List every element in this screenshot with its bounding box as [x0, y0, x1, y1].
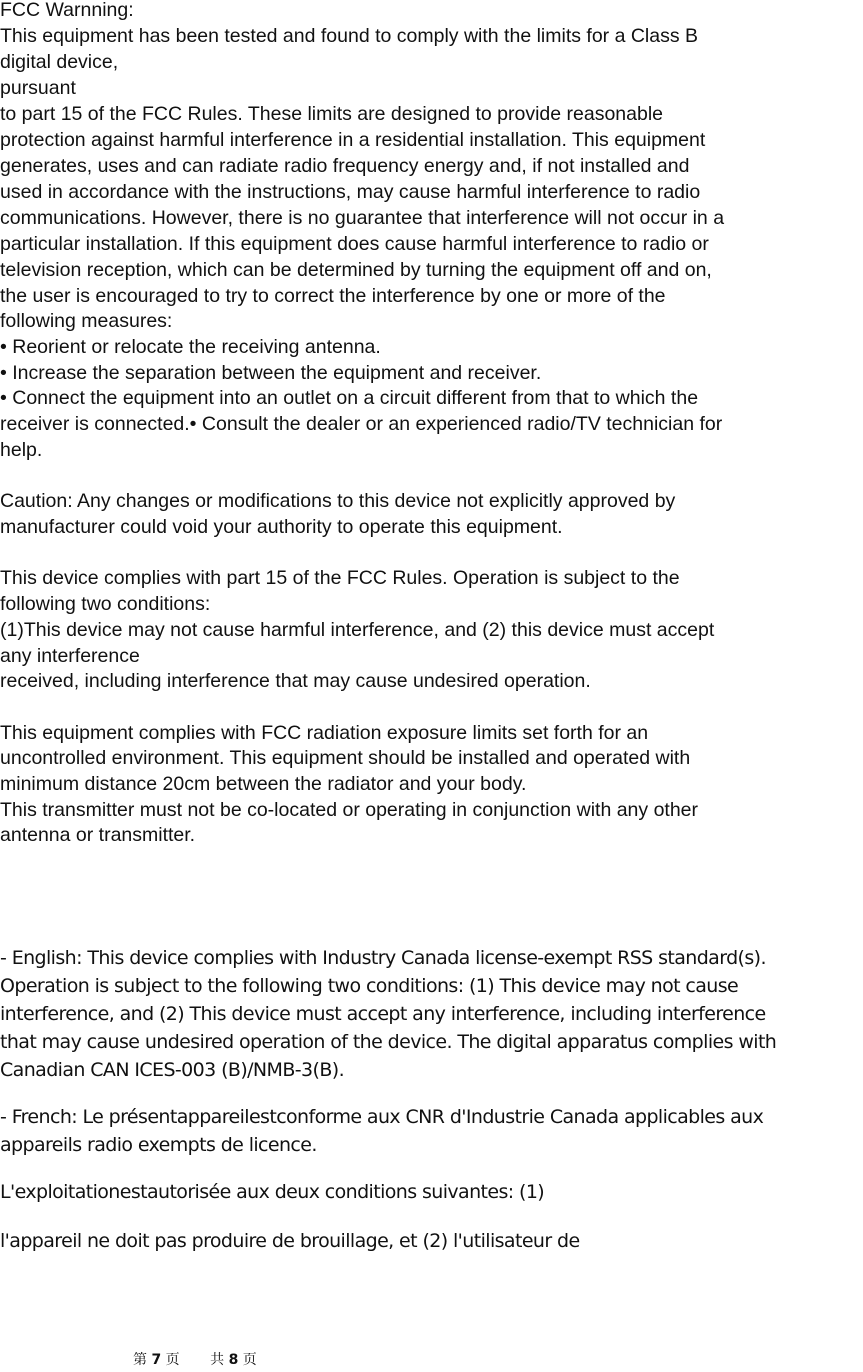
text-line: to part 15 of the FCC Rules. These limits are designed to provide reasonable	[0, 103, 663, 125]
text-line: particular installation. If this equipment does cause harmful interference to radio or	[0, 233, 709, 255]
text-line: appareils radio exempts de licence.	[0, 1134, 317, 1156]
text-line: antenna or transmitter.	[0, 824, 196, 846]
text-line: uncontrolled environment. This equipment should be installed and operated with	[0, 747, 691, 769]
text-line: television reception, which can be determined by turning the equipment off and on,	[0, 259, 712, 281]
text-line: following two conditions:	[0, 593, 211, 615]
text-line: This equipment has been tested and found to comply with the limits for a Class B	[0, 25, 699, 47]
text-line: protection against harmful interference in a residential installation. This equipment	[0, 129, 706, 151]
text-line: digital device,	[0, 51, 119, 73]
text-line: received, including interference that may cause undesired operation.	[0, 670, 591, 692]
text-line: - English: This device complies with Industry Canada license-exempt RSS standard(s).	[0, 947, 766, 969]
text-line: generates, uses and can radiate radio frequency energy and, if not installed and	[0, 155, 690, 177]
total-pages: 8	[228, 1352, 239, 1368]
text-line: any interference	[0, 645, 140, 667]
total-prefix: 共	[210, 1352, 225, 1368]
bullet-item: • Increase the separation between the equipment and receiver.	[0, 362, 542, 384]
text-line: interference, and (2) This device must accept any interference, including interference	[0, 1003, 766, 1025]
page-footer	[133, 1351, 257, 1369]
text-line: This device complies with part 15 of the FCC Rules. Operation is subject to the	[0, 567, 680, 589]
page-unit: 页	[165, 1352, 180, 1368]
page-number: 7	[151, 1352, 162, 1368]
text-line: help.	[0, 439, 43, 461]
text-line: communications. However, there is no guarantee that interference will not occur in a	[0, 207, 725, 229]
page-prefix: 第	[133, 1352, 147, 1368]
text-line: receiver is connected.• Consult the dealer or an experienced radio/TV technician for	[0, 413, 723, 435]
bullet-item: • Reorient or relocate the receiving antenna.	[0, 336, 381, 358]
french-conditions-intro: L'exploitationestautorisée aux deux conditions suivantes: (1)	[0, 1181, 545, 1203]
text-line: pursuant	[0, 77, 76, 99]
bullet-item: • Connect the equipment into an outlet on a circuit different from that to which the	[0, 387, 699, 409]
text-line: Operation is subject to the following two conditions: (1) This device may not cause	[0, 975, 739, 997]
text-line: the user is encouraged to try to correct the interference by one or more of the	[0, 285, 666, 307]
text-line: This equipment complies with FCC radiation exposure limits set forth for an	[0, 722, 649, 744]
text-line: manufacturer could void your authority to operate this equipment.	[0, 516, 563, 538]
french-condition-continued: l'appareil ne doit pas produire de brouillage, et (2) l'utilisateur de	[0, 1230, 580, 1252]
text-line: that may cause undesired operation of the device. The digital apparatus complies with	[0, 1031, 777, 1053]
text-line: following measures:	[0, 310, 173, 332]
text-line: Caution: Any changes or modifications to this device not explicitly approved by	[0, 490, 676, 512]
total-unit: 页	[242, 1352, 257, 1368]
fcc-heading: FCC Warnning:	[0, 0, 134, 21]
text-line: - French: Le présentappareilestconforme aux CNR d'Industrie Canada applicables aux	[0, 1106, 764, 1128]
text-line: This transmitter must not be co-located or operating in conjunction with any other	[0, 799, 699, 821]
text-line: minimum distance 20cm between the radiator and your body.	[0, 773, 527, 795]
text-line: used in accordance with the instructions, may cause harmful interference to radio	[0, 181, 701, 203]
text-line: Canadian CAN ICES-003 (B)/NMB-3(B).	[0, 1059, 345, 1081]
text-line: (1)This device may not cause harmful interference, and (2) this device must accept	[0, 619, 715, 641]
